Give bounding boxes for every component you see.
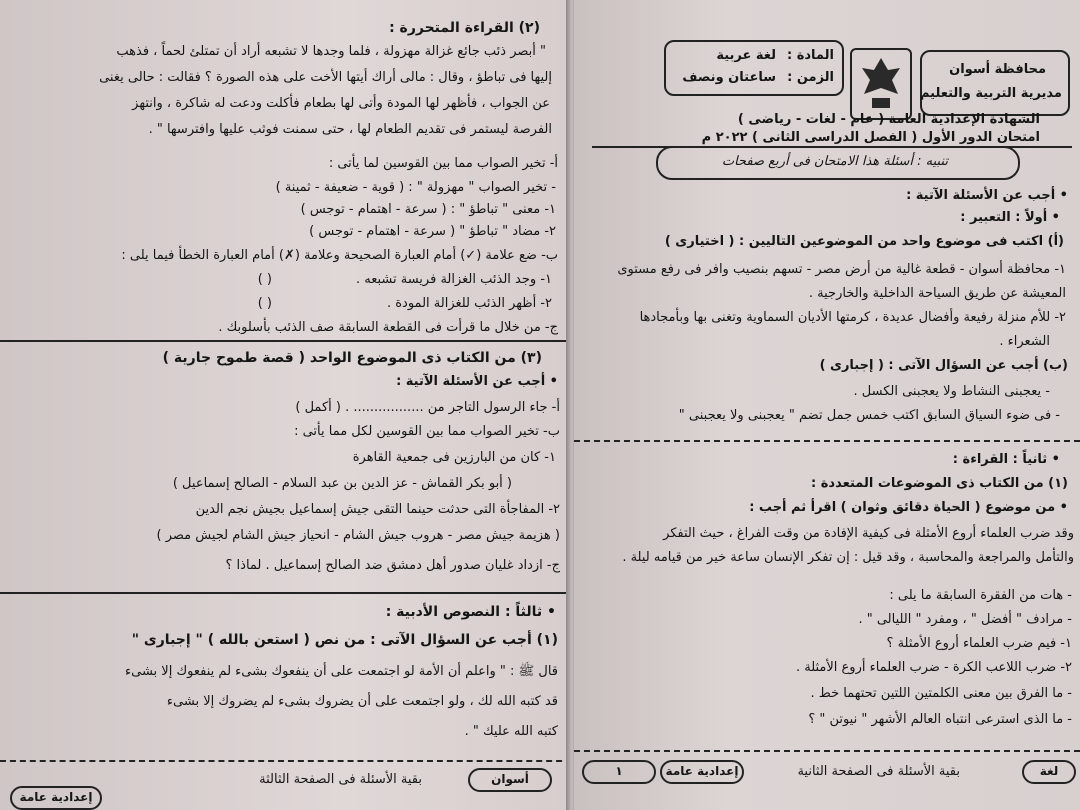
page-number: ١ bbox=[582, 760, 656, 784]
exam-session: امتحان الدور الأول ( الفصل الدراسى الثانى ) ٢٠٢٢ م bbox=[701, 130, 1040, 145]
question-item: ١- وجد الذئب الغزالة فريسة تشبعه . bbox=[355, 272, 552, 287]
hadith-line: قد كتبه الله لك ، ولو اجتمعت على أن يضروك بشىء لم يضروك إلا بشىء bbox=[166, 694, 558, 709]
exam-page-1 bbox=[574, 0, 1080, 810]
governorate-box bbox=[920, 50, 1070, 116]
hadith-line: كتبه الله عليك " . bbox=[464, 724, 558, 739]
footer-stage-badge: إعدادية عامة bbox=[660, 760, 744, 784]
q4-title: (١) أجب عن السؤال الآتى : من نص ( استعن بالله ) " إجبارى " bbox=[131, 632, 558, 648]
topic-line: المعيشة عن طريق السياحة الداخلية والخارجية . bbox=[808, 286, 1066, 301]
notice-box bbox=[656, 146, 1020, 180]
passage-line: والتأمل والمراجعة والمحاسبة ، وقد قيل : إن تفكر الإنسان ساعة خير من قيامه ليلة . bbox=[622, 550, 1074, 565]
emblem bbox=[850, 48, 912, 120]
topic-line: ٢- للأم منزلة رفيعة وأفضال عديدة ، كرمتها الأديان السماوية وتغنى بها وبأمجادها bbox=[639, 310, 1066, 325]
divider bbox=[0, 592, 572, 594]
directorate: مديرية التربية والتعليم bbox=[919, 86, 1062, 101]
q2-title: (٢) القراءة المتحررة : bbox=[389, 20, 540, 36]
footer-divider bbox=[574, 750, 1080, 752]
question-item: ٢- مضاد " تباطؤ " ( سرعة - اهتمام - توجس ) bbox=[309, 224, 556, 239]
q3-title: (٣) من الكتاب ذى الموضوع الواحد ( قصة طموح جارية ) bbox=[162, 350, 542, 366]
subject-box bbox=[664, 40, 844, 96]
footer-continue: بقية الأسئلة فى الصفحة الثانية bbox=[797, 764, 960, 779]
q3-subtitle: • أجب عن الأسئلة الآتية : bbox=[396, 374, 558, 389]
divider bbox=[574, 440, 1080, 442]
q1b-line: - فى ضوء السياق السابق اكتب خمس جمل تضم " يعجبنى ولا يعجبنى " bbox=[678, 408, 1060, 423]
footer-corner-badge: لغة bbox=[1022, 760, 1076, 784]
topic-line: الشعراء . bbox=[999, 334, 1050, 349]
question-b: ب- ضع علامة (✓) أمام العبارة الصحيحة وعلامة (✗) أمام العبارة الخطأ فيما يلى : bbox=[121, 248, 558, 263]
question-item: - ما الذى استرعى انتباه العالم الأشهر " نيوتن " ؟ bbox=[808, 712, 1072, 727]
time-label: الزمن : bbox=[787, 70, 834, 85]
question-c: ج- من خلال ما قرأت فى القطعة السابقة صف الذئب بأسلوبك . bbox=[218, 320, 558, 335]
q1-title: (أ) اكتب فى موضوع واحد من الموضوعين التاليين : ( اختيارى ) bbox=[664, 234, 1064, 249]
question-item: ٢- المفاجأة التى حدثت حينما التقى جيش إسماعيل بجيش نجم الدين bbox=[195, 502, 560, 517]
footer-continue: بقية الأسئلة فى الصفحة الثالثة bbox=[259, 772, 422, 787]
passage-line: إليها فى تباطؤ ، وقال : مالى أراك أيتها الأخت على هذه الصورة ؟ فقالت : حالى يغنى bbox=[99, 70, 552, 85]
hadith-line: قال ﷺ : " واعلم أن الأمة لو اجتمعت على أن ينفعوك بشىء لم ينفعوك إلا بشىء bbox=[125, 664, 558, 679]
footer-corner-badge: أسوان bbox=[468, 768, 552, 792]
passage-line: وقد ضرب العلماء أروع الأمثلة فى كيفية الإفادة من وقت الفراغ ، حيث التفكر bbox=[663, 526, 1074, 541]
passage-line: الفرصة ليستمر فى تقديم الطعام لها ، حتى سمنت فوثب عليها وافترسها " . bbox=[148, 122, 552, 137]
subject-label: المادة : bbox=[786, 48, 834, 63]
q1r-subtitle: • من موضوع ( الحياة دقائق وثوان ) اقرأ ثم أجب : bbox=[749, 500, 1068, 515]
options: ( أبو بكر القماش - عز الدين بن عبد السلام - الصالح إسماعيل ) bbox=[172, 476, 512, 491]
exam-title: الشهادة الإعدادية العامة ( عام - لغات - رياضى ) bbox=[737, 112, 1040, 127]
topic-line: ١- محافظة أسوان - قطعة غالية من أرض مصر - تسهم بنصيب وافر فى رفع مستوى bbox=[617, 262, 1066, 277]
footer-stage-badge: إعدادية عامة bbox=[10, 786, 102, 810]
section-title: • ثالثاً : النصوص الأدبية : bbox=[385, 604, 556, 620]
time-value: ساعتان ونصف bbox=[682, 70, 776, 85]
question-item: - تخير الصواب " مهزولة " : ( قوية - ضعيفة - ثمينة ) bbox=[275, 180, 556, 195]
question-item: ١- فيم ضرب العلماء أروع الأمثلة ؟ bbox=[886, 636, 1072, 651]
q1b-title: (ب) أجب عن السؤال الآتى : ( إجبارى ) bbox=[819, 358, 1068, 373]
governorate: محافظة أسوان bbox=[949, 62, 1046, 77]
question-item: أ- جاء الرسول التاجر من ................. . ( أكمل ) bbox=[295, 400, 560, 415]
answer-paren: ( ) bbox=[257, 272, 272, 287]
divider bbox=[0, 340, 572, 342]
eagle-emblem-icon bbox=[852, 50, 910, 118]
question-item: ٢- أظهر الذئب للغزالة المودة . bbox=[386, 296, 552, 311]
options: ( هزيمة جيش مصر - هروب جيش الشام - انحياز جيش الشام لجيش مصر ) bbox=[156, 528, 560, 543]
footer-divider bbox=[0, 760, 572, 762]
section-title: • ثانياً : القراءة : bbox=[952, 452, 1060, 467]
question-item: ١- معنى " تباطؤ " : ( سرعة - اهتمام - توجس ) bbox=[300, 202, 556, 217]
question-item: - ما الفرق بين معنى الكلمتين اللتين تحتهما خط . bbox=[810, 686, 1072, 701]
question-item: ج- ازداد غليان صدور أهل دمشق ضد الصالح إسماعيل . لماذا ؟ bbox=[225, 558, 560, 573]
instruction: • أجب عن الأسئلة الآتية : bbox=[906, 188, 1068, 203]
question-item: - مرادف " أفضل " ، ومفرد " الليالى " . bbox=[858, 612, 1072, 627]
q1b-line: - يعجبنى النشاط ولا يعجبنى الكسل . bbox=[853, 384, 1050, 399]
question-item: ١- كان من البارزين فى جمعية القاهرة bbox=[352, 450, 556, 465]
passage-line: " أبصر ذئب جائع غزالة مهزولة ، فلما وجدها لا تشبعه أراد أن تمتلئ لحماً ، فذهب bbox=[116, 44, 546, 59]
notice: تنبيه : أسئلة هذا الامتحان فى أربع صفحات bbox=[721, 154, 948, 169]
question-item: ٢- ضرب اللاعب الكرة - ضرب العلماء أروع الأمثلة . bbox=[795, 660, 1072, 675]
answer-paren: ( ) bbox=[257, 296, 272, 311]
q1r-title: (١) من الكتاب ذى الموضوعات المتعددة : bbox=[811, 476, 1068, 491]
question-item: ب- تخير الصواب مما بين القوسين لكل مما يأتى : bbox=[294, 424, 560, 439]
question-a: أ- تخير الصواب مما بين القوسين لما يأتى : bbox=[328, 156, 558, 171]
passage-line: عن الجواب ، فأظهر لها المودة وأتى لها بطعام فأكلت ودعت له شاكرة ، وانتهز bbox=[132, 96, 550, 111]
subject-value: لغة عربية bbox=[716, 48, 776, 63]
section-title: • أولاً : التعبير : bbox=[960, 210, 1060, 225]
question-item: - هات من الفقرة السابقة ما يلى : bbox=[889, 588, 1072, 603]
